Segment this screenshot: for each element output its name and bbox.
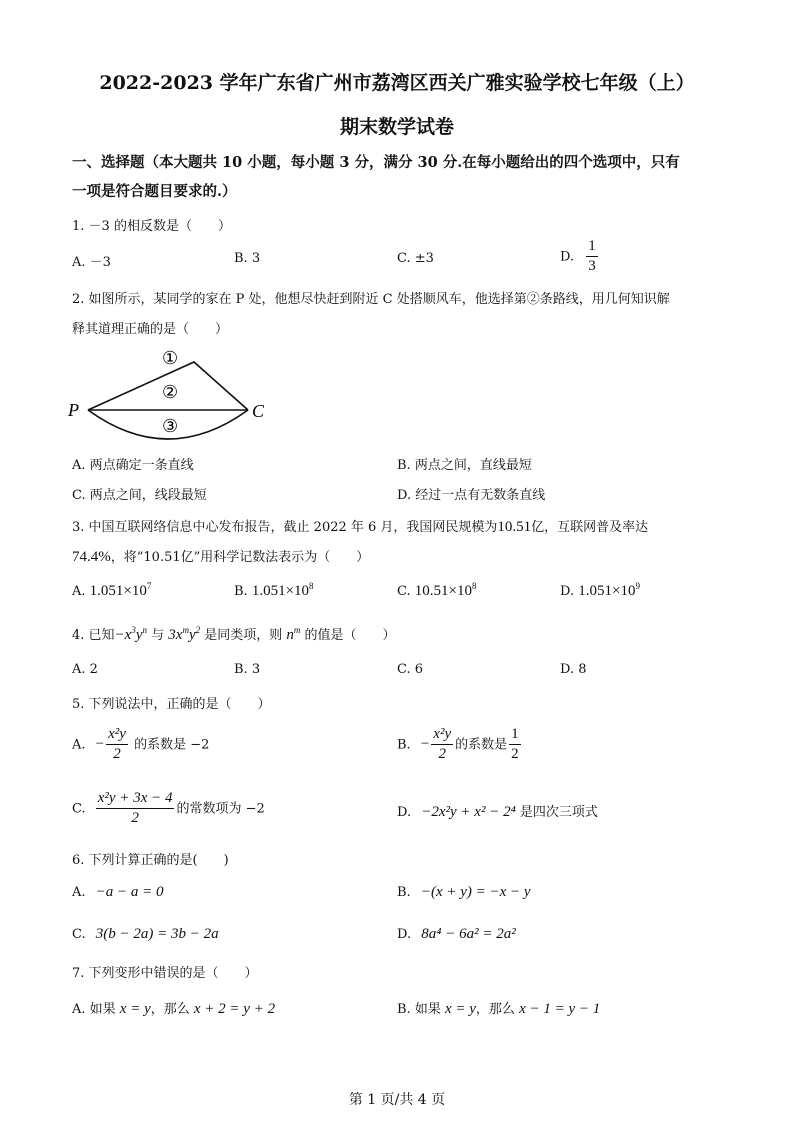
fraction-numerator: 1	[509, 726, 521, 745]
option-expression: −a − a = 0	[95, 884, 164, 900]
option-label: B.	[397, 737, 411, 753]
question-6-option-d	[397, 926, 516, 943]
fraction	[431, 726, 453, 764]
question-3-option-d	[560, 583, 640, 600]
question-3-stem-line1	[72, 516, 648, 536]
option-label: D.	[560, 249, 575, 265]
question-2-option-d: D. 经过一点有无数条直线	[397, 488, 546, 503]
question-7-option-b	[397, 998, 600, 1018]
route-1-label: ①	[162, 348, 179, 368]
option-label: D.	[397, 805, 412, 820]
question-7-option-a	[72, 998, 275, 1018]
option-result: x + 2 = y + 2	[193, 1001, 276, 1017]
term-base: y	[188, 627, 196, 643]
fraction-numerator: x²y	[431, 726, 453, 745]
question-2-option-c: C. 两点之间，线段最短	[72, 488, 207, 503]
term-exponent: m	[293, 625, 301, 635]
exponent: 8	[471, 581, 477, 591]
question-6-stem: 6. 下列计算正确的是( )	[72, 853, 229, 868]
question-1-stem: 1. －3 的相反数是（ ）	[72, 219, 231, 234]
stem-text: 3. 中国互联网络信息中心发布报告，截止 2022 年 6 月，我国网民规模为	[72, 520, 498, 535]
term-base: −x	[114, 627, 132, 643]
question-5-option-c	[72, 790, 265, 828]
question-5-option-d	[397, 801, 598, 821]
question-4-stem	[72, 624, 396, 644]
option-text: 是四次三项式	[515, 805, 598, 820]
question-6-option-a	[72, 884, 164, 901]
question-3-option-c	[397, 583, 476, 600]
term-exponent: 2	[195, 625, 201, 635]
option-label: B.	[234, 584, 248, 599]
option-label: A.	[72, 584, 86, 599]
option-text: 的常数项为 −2	[176, 801, 265, 817]
question-4-option-d: D. 8	[560, 662, 587, 677]
term-exponent: 3	[131, 625, 136, 635]
option-label: C.	[72, 801, 86, 817]
option-result: x − 1 = y − 1	[519, 1001, 601, 1017]
term-exponent: m	[182, 625, 189, 635]
fraction-denominator: 2	[511, 746, 519, 763]
question-1-option-b: B. 3	[234, 251, 261, 266]
fraction	[96, 790, 175, 828]
option-text: 的系数是 −2	[129, 737, 210, 753]
option-expression: −(x + y) = −x − y	[420, 884, 531, 900]
question-6-option-c	[72, 926, 219, 943]
route-2-label: ②	[162, 382, 179, 402]
term-exponent: n	[142, 625, 147, 635]
option-value	[90, 583, 152, 599]
term-1	[115, 627, 147, 643]
fraction-numerator: x²y + 3x − 4	[96, 790, 175, 809]
stem-number: 10.51	[497, 519, 532, 535]
fraction-numerator: 1	[586, 238, 598, 257]
point-c-label: C	[252, 401, 265, 421]
minus-sign: −	[420, 736, 430, 753]
stem-text: 亿，互联网普及率达	[531, 520, 649, 535]
base: 1.051×10	[578, 583, 636, 599]
question-5-stem: 5. 下列说法中，正确的是（ ）	[72, 697, 271, 712]
page-title-line1: 2022-2023 学年广东省广州市荔湾区西关广雅实验学校七年级（上）	[99, 72, 695, 94]
term-base: y	[135, 627, 143, 643]
base: 1.051×10	[251, 583, 310, 599]
section-header-line2: 一项是符合题目要求的.）	[72, 183, 237, 200]
question-6-option-b	[397, 884, 531, 901]
question-2-stem-line2: 释其道理正确的是（ ）	[72, 322, 229, 337]
option-expression: 8a⁴ − 6a² = 2a²	[421, 926, 516, 942]
question-1-option-a: A. －3	[72, 255, 111, 270]
question-3-option-a	[72, 583, 151, 600]
question-5-option-a	[72, 726, 209, 764]
base: 1.051×10	[89, 583, 147, 599]
option-value	[252, 583, 314, 599]
exponent: 7	[146, 581, 152, 591]
option-condition: x = y	[119, 1001, 151, 1017]
term-base: 3x	[168, 627, 183, 643]
stem-number: 74.4%	[72, 549, 111, 565]
fraction	[106, 726, 128, 764]
stem-text: 与	[147, 628, 169, 643]
option-value	[415, 583, 477, 599]
exponent: 9	[635, 581, 640, 591]
fraction-denominator: 2	[438, 746, 446, 763]
question-7-stem: 7. 下列变形中错误的是（ ）	[72, 966, 258, 981]
stem-text: 的值是（ ）	[300, 628, 396, 643]
option-text: ，那么	[150, 1002, 190, 1017]
stem-text: ，将“10.51亿”用科学记数法表示为（ ）	[110, 550, 370, 565]
question-2-stem-line1: 2. 如图所示，某同学的家在 P 处，他想尽快赶到附近 C 处搭顺风车，他选择第②条路线，用几何知识解	[72, 292, 670, 307]
route-3-label: ③	[162, 416, 179, 436]
section-header-line1: 一、选择题（本大题共 10 小题，每小题 3 分，满分 30 分.在每小题给出的四个选项中，只有	[72, 154, 680, 171]
option-label: B. 如果	[397, 1002, 441, 1017]
fraction-numerator: x²y	[106, 726, 128, 745]
option-expression: −2x²y + x² − 2⁴	[421, 804, 516, 820]
option-label: A.	[72, 737, 86, 753]
option-value	[578, 583, 640, 599]
stem-text: 4. 已知	[72, 628, 115, 643]
fraction	[509, 726, 521, 764]
question-3-stem-line2	[72, 546, 369, 566]
term-2	[168, 627, 200, 643]
fraction-denominator: 3	[588, 258, 596, 275]
option-text: ，那么	[475, 1002, 515, 1017]
question-1-option-c: C. ±3	[397, 251, 434, 266]
base: 10.51×10	[414, 583, 472, 599]
page-footer: 第 1 页/共 4 页	[348, 1092, 446, 1108]
power-expression	[286, 627, 300, 643]
option-label: B.	[397, 885, 411, 900]
question-4-option-b: B. 3	[234, 662, 261, 677]
route-diagram	[66, 340, 286, 445]
question-1-option-d	[560, 238, 600, 276]
fraction-denominator: 2	[113, 746, 121, 763]
option-condition: x = y	[444, 1001, 476, 1017]
term-base: n	[286, 627, 294, 643]
question-5-option-b	[397, 726, 523, 764]
option-label: C.	[397, 584, 411, 599]
option-label: D.	[397, 927, 412, 942]
option-label: C.	[72, 927, 86, 942]
stem-text: 是同类项，则	[200, 628, 287, 643]
option-label: A.	[72, 885, 86, 900]
option-text: 的系数是	[455, 737, 508, 753]
question-3-option-b	[234, 583, 314, 600]
question-4-option-c: C. 6	[397, 662, 424, 677]
fraction	[586, 238, 598, 276]
option-label: D.	[560, 584, 575, 599]
page-title-line2: 期末数学试卷	[339, 116, 454, 138]
minus-sign: −	[95, 736, 105, 753]
fraction-denominator: 2	[131, 810, 139, 827]
question-4-option-a: A. 2	[72, 662, 98, 677]
question-2-option-a: A. 两点确定一条直线	[72, 458, 194, 473]
question-2-option-b: B. 两点之间，直线最短	[397, 458, 532, 473]
option-label: A. 如果	[72, 1002, 116, 1017]
point-p-label: P	[68, 400, 79, 420]
exponent: 8	[309, 581, 314, 591]
option-expression: 3(b − 2a) = 3b − 2a	[95, 926, 219, 942]
